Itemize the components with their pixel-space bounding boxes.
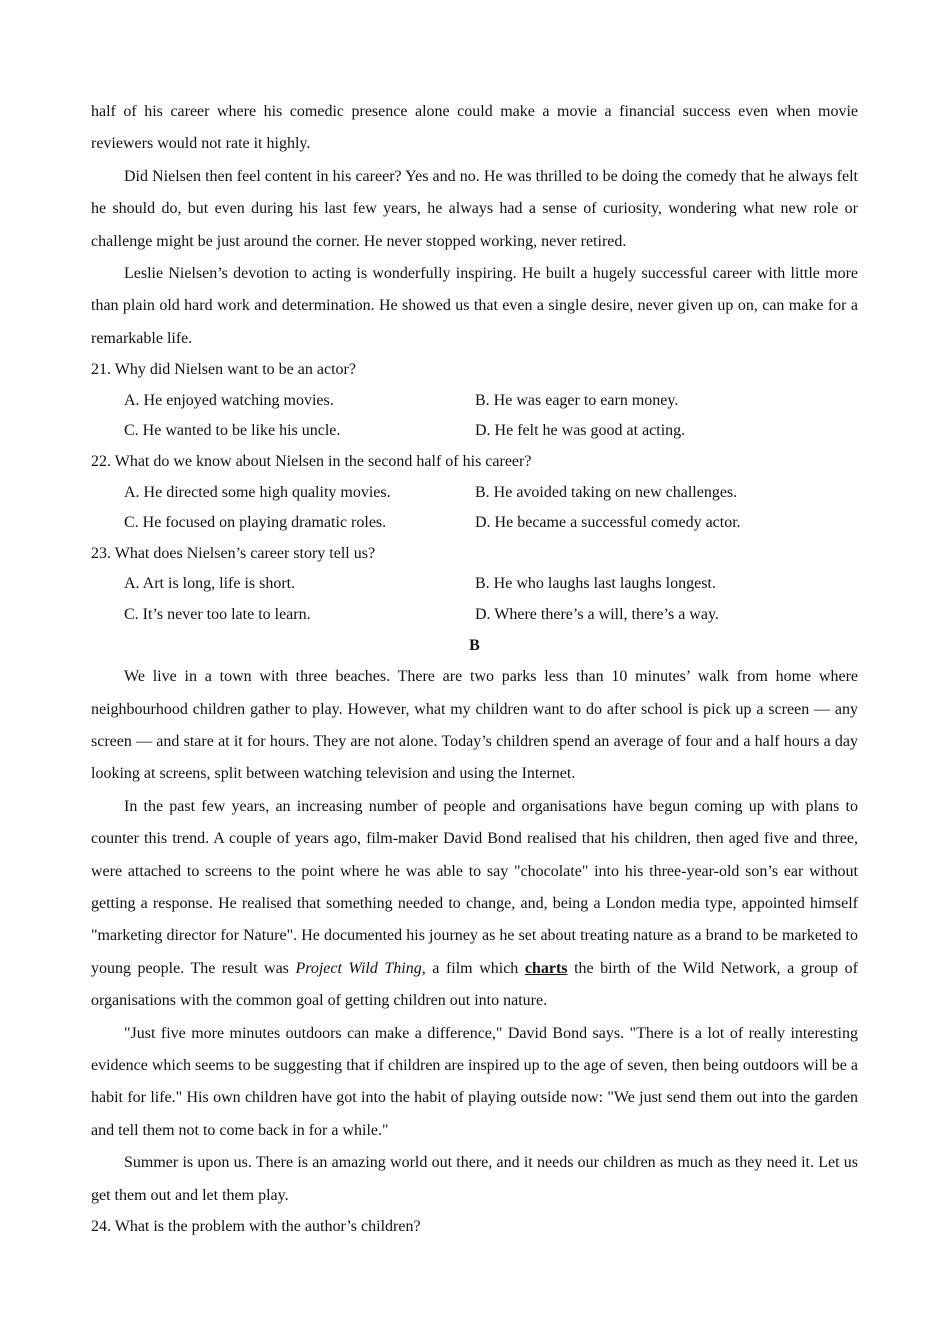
question-24-stem: 24. What is the problem with the author’s children?: [91, 1218, 421, 1236]
option-d: D. Where there’s a will, there’s a way.: [475, 606, 719, 623]
question-stem: 21. Why did Nielsen want to be an actor?: [91, 361, 356, 379]
paragraph-b-3: "Just five more minutes outdoors can make a difference," David Bond says. "There is a lot of really interesting evidence which seems to be suggesting that if children are inspired up to the age of seven, then being outdoors will be a habit for life." His own children have got into the habit of playing outside now: "We just send them out into the garden and tell them not to come back in for a while.": [91, 1024, 858, 1139]
paragraph-b-2-text-1: In the past few years, an increasing number of people and organisations have begun coming up with plans to counter this trend. A couple of years ago, film-maker David Bond realised that his children, then aged five and three, were attached to screens to the point where he was able to say "chocolate" into his three-year-old son’s ear without getting a response. He realised that something needed to change, and, being a London media type, appointed himself "marketing director for Nature". He documented his journey as he set about treating nature as a brand to be marketed to young people. The result was: [91, 797, 858, 977]
option-a: A. He enjoyed watching movies.: [124, 391, 334, 409]
film-title: Project Wild Thing: [295, 959, 422, 977]
question-22: [91, 447, 858, 539]
question-21: [91, 355, 858, 447]
document-page: [91, 96, 858, 1243]
option-a: A. He directed some high quality movies.: [124, 483, 391, 501]
option-b: B. He was eager to earn money.: [475, 391, 679, 409]
option-d: D. He felt he was good at acting.: [475, 422, 686, 440]
option-c: C. He focused on playing dramatic roles.: [124, 514, 387, 532]
paragraph-b-4: Summer is upon us. There is an amazing world out there, and it needs our children as much as they need it. Let us get them out and let them play.: [91, 1154, 858, 1204]
question-stem: 23. What does Nielsen’s career story tell us?: [91, 544, 376, 562]
option-a: A. Art is long, life is short.: [124, 575, 296, 593]
paragraph-a-2: Did Nielsen then feel content in his career? Yes and no. He was thrilled to be doing the comedy that he always felt he should do, but even during his last few years, he always had a sense of curiosity, wondering what new role or challenge might be just around the corner. He never stopped working, never retired.: [91, 167, 858, 250]
option-b: B. He avoided taking on new challenges.: [475, 483, 738, 501]
option-c: C. It’s never too late to learn.: [124, 606, 311, 623]
question-stem: 22. What do we know about Nielsen in the second half of his career?: [91, 453, 532, 471]
section-b-heading: B: [469, 636, 480, 654]
option-c: C. He wanted to be like his uncle.: [124, 422, 341, 440]
option-d: D. He became a successful comedy actor.: [475, 514, 741, 532]
paragraph-b-2-text-3: the birth of the Wild Network, a group of organisations with the common goal of getting children out into nature.: [91, 959, 858, 1010]
underlined-word: charts: [524, 959, 568, 977]
option-b: B. He who laughs last laughs longest.: [475, 575, 716, 593]
paragraph-b-2-text-2: , a film which: [421, 959, 525, 977]
question-23: [91, 539, 858, 631]
paragraph-a-3: Leslie Nielsen’s devotion to acting is wonderfully inspiring. He built a hugely successful career with little more than plain old hard work and determination. He showed us that even a single desire, never given up on, can make for a remarkable life.: [91, 265, 858, 347]
paragraph-b-1: We live in a town with three beaches. There are two parks less than 10 minutes’ walk from home where neighbourhood children gather to play. However, what my children want to do after school is pick up a screen — any screen — and stare at it for hours. They are not alone. Today’s children spend an average of four and a half hours a day looking at screens, split between watching television and using the Internet.: [91, 668, 858, 783]
paragraph-a-1: half of his career where his comedic presence alone could make a movie a financial success even when movie reviewers would not rate it highly.: [91, 103, 858, 153]
paragraph-b-2: [91, 791, 858, 1018]
